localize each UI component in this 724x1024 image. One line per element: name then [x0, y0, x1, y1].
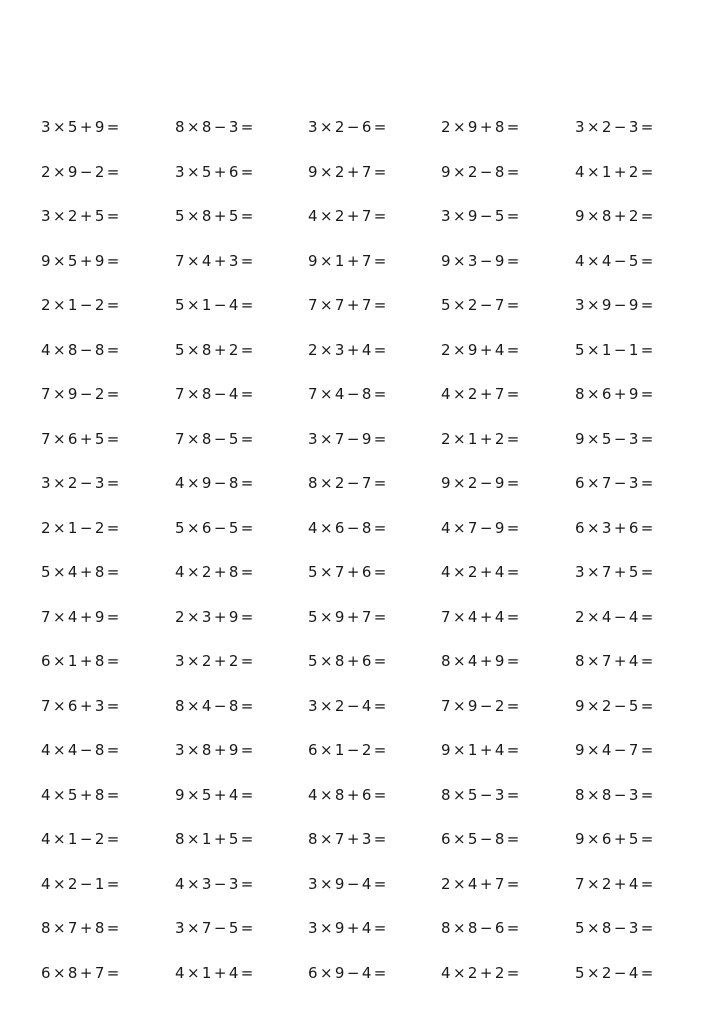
math-problem: 5×1−4=: [175, 296, 256, 314]
problem-row: [0, 114, 724, 140]
math-problem: 8×7+8=: [41, 919, 122, 937]
math-problem: 4×3−3=: [175, 874, 256, 893]
math-problem: 9×2−9=: [441, 474, 522, 492]
math-problem: 5×4+8=: [41, 563, 122, 581]
problem-row: [0, 737, 724, 763]
problem-row: [0, 604, 724, 630]
math-problem: 3×2+2=: [175, 652, 256, 670]
math-problem: 4×2−1=: [41, 874, 122, 893]
problem-row: [0, 248, 724, 274]
math-problem: 3×7+5=: [575, 563, 656, 581]
math-problem: 4×2+4=: [441, 563, 522, 581]
math-problem: 3×7−9=: [308, 429, 389, 448]
math-problem: 7×4+4=: [441, 607, 522, 626]
math-problem: 8×7+3=: [308, 830, 389, 848]
problem-row: [0, 693, 724, 719]
math-problem: 9×1+7=: [308, 251, 389, 270]
math-problem: 7×7+7=: [308, 296, 389, 314]
math-problem: 3×2−4=: [308, 696, 389, 715]
math-problem: 4×6−8=: [308, 518, 389, 537]
math-problem: 5×9+7=: [308, 607, 389, 626]
problem-row: [0, 826, 724, 852]
math-problem: 9×8+2=: [575, 207, 656, 225]
math-problem: 5×8+6=: [308, 652, 389, 670]
problem-row: [0, 203, 724, 229]
math-problem: 6×3+6=: [575, 518, 656, 537]
math-problem: 7×9−2=: [441, 696, 522, 715]
math-problem: 4×2+7=: [441, 385, 522, 403]
math-problem: 2×3+4=: [308, 340, 389, 359]
math-problem: 7×4+3=: [175, 251, 256, 270]
math-problem: 3×5+9=: [41, 118, 122, 136]
math-problem: 6×7−3=: [575, 474, 656, 492]
math-problem: 3×9−4=: [308, 874, 389, 893]
math-problem: 7×9−2=: [41, 385, 122, 403]
math-problem: 9×5+4=: [175, 785, 256, 804]
problem-row: [0, 381, 724, 407]
math-problem: 7×4+9=: [41, 607, 122, 626]
math-problem: 9×5−3=: [575, 429, 656, 448]
problem-row: [0, 292, 724, 318]
math-problem: 2×1+2=: [441, 429, 522, 448]
math-problem: 6×1−2=: [308, 741, 389, 759]
math-problem: 2×1−2=: [41, 296, 122, 314]
math-problem: 9×2−8=: [441, 162, 522, 181]
math-problem: 4×9−8=: [175, 474, 256, 492]
math-problem: 3×2−3=: [575, 118, 656, 136]
math-problem: 9×2−5=: [575, 696, 656, 715]
math-problem: 7×4−8=: [308, 385, 389, 403]
math-problem: 3×2−3=: [41, 474, 122, 492]
math-problem: 8×6+9=: [575, 385, 656, 403]
math-problem: 4×5+8=: [41, 785, 122, 804]
math-problem: 8×8−3=: [575, 785, 656, 804]
math-problem: 5×8+2=: [175, 340, 256, 359]
math-problem: 8×5−3=: [441, 785, 522, 804]
math-problem: 4×4−8=: [41, 741, 122, 759]
math-problem: 2×9−2=: [41, 162, 122, 181]
math-problem: 5×8+5=: [175, 207, 256, 225]
math-problem: 4×8+6=: [308, 785, 389, 804]
math-problem: 9×3−9=: [441, 251, 522, 270]
math-problem: 4×7−9=: [441, 518, 522, 537]
math-problem: 2×4+7=: [441, 874, 522, 893]
math-problem: 7×6+5=: [41, 429, 122, 448]
math-problem: 8×8−3=: [175, 118, 256, 136]
math-problem: 2×9+4=: [441, 340, 522, 359]
math-problem: 3×5+6=: [175, 162, 256, 181]
math-problem: 8×4−8=: [175, 696, 256, 715]
math-problem: 8×4+9=: [441, 652, 522, 670]
problem-row: [0, 515, 724, 541]
problem-row: [0, 559, 724, 585]
math-problem: 9×6+5=: [575, 830, 656, 848]
math-problem: 6×5−8=: [441, 830, 522, 848]
problem-row: [0, 426, 724, 452]
math-problem: 9×5+9=: [41, 251, 122, 270]
math-problem: 3×7−5=: [175, 919, 256, 937]
problem-row: [0, 782, 724, 808]
math-problem: 9×2+7=: [308, 162, 389, 181]
problem-row: [0, 915, 724, 941]
math-problem: 7×8−5=: [175, 429, 256, 448]
math-problem: 6×8+7=: [41, 963, 122, 982]
math-problem: 3×8+9=: [175, 741, 256, 759]
math-problem: 3×2+5=: [41, 207, 122, 225]
math-problem: 5×8−3=: [575, 919, 656, 937]
math-problem: 5×1−1=: [575, 340, 656, 359]
math-problem: 9×1+4=: [441, 741, 522, 759]
math-problem: 2×1−2=: [41, 518, 122, 537]
math-problem: 8×8−6=: [441, 919, 522, 937]
math-problem: 2×9+8=: [441, 118, 522, 136]
math-problem: 2×4−4=: [575, 607, 656, 626]
math-problem: 4×8−8=: [41, 340, 122, 359]
math-problem: 7×8−4=: [175, 385, 256, 403]
math-problem: 8×7+4=: [575, 652, 656, 670]
problem-row: [0, 159, 724, 185]
math-problem: 3×9+4=: [308, 919, 389, 937]
math-problem: 5×2−4=: [575, 963, 656, 982]
math-problem: 4×2+2=: [441, 963, 522, 982]
math-problem: 3×9−9=: [575, 296, 656, 314]
math-problem: 4×1−2=: [41, 830, 122, 848]
problem-row: [0, 337, 724, 363]
math-problem: 8×1+5=: [175, 830, 256, 848]
math-problem: 6×1+8=: [41, 652, 122, 670]
math-problem: 5×7+6=: [308, 563, 389, 581]
math-problem: 9×4−7=: [575, 741, 656, 759]
math-problem: 7×2+4=: [575, 874, 656, 893]
math-problem: 8×2−7=: [308, 474, 389, 492]
problem-row: [0, 470, 724, 496]
math-problem: 4×1+4=: [175, 963, 256, 982]
math-problem: 6×9−4=: [308, 963, 389, 982]
math-problem: 4×1+2=: [575, 162, 656, 181]
math-problem: 2×3+9=: [175, 607, 256, 626]
math-problem: 3×9−5=: [441, 207, 522, 225]
math-problem: 3×2−6=: [308, 118, 389, 136]
problem-row: [0, 648, 724, 674]
math-problem: 4×2+8=: [175, 563, 256, 581]
math-problem: 4×2+7=: [308, 207, 389, 225]
math-problem: 5×6−5=: [175, 518, 256, 537]
math-problem: 5×2−7=: [441, 296, 522, 314]
math-problem: 4×4−5=: [575, 251, 656, 270]
problem-row: [0, 871, 724, 897]
problem-row: [0, 960, 724, 986]
math-problem: 7×6+3=: [41, 696, 122, 715]
